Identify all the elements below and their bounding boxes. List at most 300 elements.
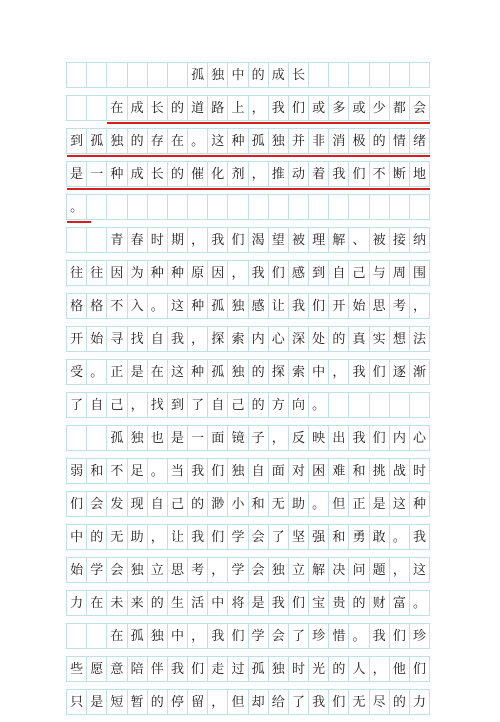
grid-cell: 助 xyxy=(289,491,309,517)
grid-cell: 原 xyxy=(188,260,208,286)
essay-line xyxy=(66,260,430,286)
grid-cell: 或 xyxy=(309,95,329,121)
grid-cell: 们 xyxy=(390,623,410,649)
grid-cell: 宝 xyxy=(309,590,329,616)
grid-cell: 化 xyxy=(208,161,228,187)
grid-cell: 只 xyxy=(67,689,87,715)
grid-cell: 这 xyxy=(168,359,188,385)
grid-cell: 对 xyxy=(289,458,309,484)
grid-cell: 无 xyxy=(269,491,289,517)
grid-cell: 。 xyxy=(390,524,410,550)
grid-cell: 映 xyxy=(309,425,329,451)
grid-cell: ， xyxy=(188,623,208,649)
grid-cell: 一 xyxy=(188,425,208,451)
grid-cell xyxy=(67,623,87,649)
grid-cell: 找 xyxy=(148,392,168,418)
grid-cell: 了 xyxy=(289,623,309,649)
grid-cell: 我 xyxy=(249,260,269,286)
grid-cell: 我 xyxy=(349,425,369,451)
grid-cell: 困 xyxy=(309,458,329,484)
grid-cell: 了 xyxy=(67,392,87,418)
grid-cell: 找 xyxy=(128,326,148,352)
grid-cell xyxy=(329,392,349,418)
essay-line xyxy=(66,458,430,484)
grid-cell: 是 xyxy=(370,491,390,517)
grid-cell: 我 xyxy=(168,326,188,352)
grid-cell: 己 xyxy=(349,260,369,286)
grid-cell: 们 xyxy=(349,161,369,187)
grid-cell: 入 xyxy=(128,293,148,319)
grid-cell: 的 xyxy=(249,62,269,88)
grid-cell: ， xyxy=(128,392,148,418)
grid-cell xyxy=(208,194,228,220)
grid-cell: 的 xyxy=(329,326,349,352)
grid-cell: 是 xyxy=(128,359,148,385)
grid-cell: 消 xyxy=(329,128,349,154)
grid-cell: 力 xyxy=(410,689,430,715)
grid-cell: 这 xyxy=(168,293,188,319)
grid-cell xyxy=(349,392,369,418)
grid-cell xyxy=(309,194,329,220)
grid-cell xyxy=(107,194,127,220)
essay-line xyxy=(66,425,430,451)
grid-cell: 感 xyxy=(289,260,309,286)
grid-cell: 了 xyxy=(269,524,289,550)
grid-cell: 们 xyxy=(329,689,349,715)
grid-cell: 在 xyxy=(168,128,188,154)
grid-cell: 挑 xyxy=(370,458,390,484)
grid-cell: 独 xyxy=(228,293,248,319)
grid-cell: 渺 xyxy=(208,491,228,517)
grid-cell: 的 xyxy=(249,359,269,385)
grid-cell: 们 xyxy=(289,590,309,616)
grid-cell: 自 xyxy=(148,326,168,352)
grid-cell xyxy=(410,392,430,418)
grid-cell: 。 xyxy=(410,590,430,616)
grid-cell: 难 xyxy=(329,458,349,484)
grid-cell: 让 xyxy=(269,293,289,319)
grid-cell: 问 xyxy=(349,557,369,583)
grid-cell: 成 xyxy=(128,95,148,121)
grid-cell: 都 xyxy=(390,95,410,121)
grid-cell: 为 xyxy=(128,260,148,286)
grid-cell: 的 xyxy=(87,524,107,550)
grid-cell: 自 xyxy=(208,392,228,418)
grid-cell: 往 xyxy=(67,260,87,286)
grid-cell xyxy=(329,62,349,88)
grid-cell: 我 xyxy=(349,359,369,385)
grid-cell: 的 xyxy=(128,128,148,154)
grid-cell: 种 xyxy=(410,491,430,517)
grid-cell: 着 xyxy=(309,161,329,187)
grid-cell: 逐 xyxy=(390,359,410,385)
grid-cell: 会 xyxy=(410,95,430,121)
grid-cell: 的 xyxy=(349,590,369,616)
grid-cell: 感 xyxy=(249,293,269,319)
grid-cell xyxy=(390,62,410,88)
grid-cell: 思 xyxy=(168,557,188,583)
grid-cell: 渐 xyxy=(410,359,430,385)
grid-cell: 种 xyxy=(107,161,127,187)
grid-cell: 学 xyxy=(87,557,107,583)
grid-cell: 些 xyxy=(67,656,87,682)
grid-cell: 独 xyxy=(269,656,289,682)
grid-cell xyxy=(67,227,87,253)
grid-cell: 始 xyxy=(349,293,369,319)
grid-cell: 不 xyxy=(107,293,127,319)
grid-cell: 到 xyxy=(309,260,329,286)
grid-cell: 剂 xyxy=(228,161,248,187)
grid-cell: 和 xyxy=(329,524,349,550)
grid-cell: 弱 xyxy=(67,458,87,484)
grid-cell: 们 xyxy=(289,95,309,121)
grid-cell: ， xyxy=(390,557,410,583)
grid-cell: 面 xyxy=(208,425,228,451)
grid-cell: 解 xyxy=(309,557,329,583)
grid-cell: 这 xyxy=(208,128,228,154)
grid-cell xyxy=(67,425,87,451)
grid-cell: 多 xyxy=(329,95,349,121)
grid-cell: 到 xyxy=(168,392,188,418)
grid-cell: 勇 xyxy=(349,524,369,550)
grid-cell: 们 xyxy=(67,491,87,517)
grid-cell: 走 xyxy=(208,656,228,682)
essay-line xyxy=(66,689,430,715)
essay-line xyxy=(66,392,430,418)
essay-line xyxy=(66,227,430,253)
grid-cell: 周 xyxy=(390,260,410,286)
grid-cell xyxy=(107,62,127,88)
grid-cell xyxy=(329,194,349,220)
grid-cell: 了 xyxy=(289,689,309,715)
grid-cell: 子 xyxy=(249,425,269,451)
grid-cell: 中 xyxy=(168,623,188,649)
grid-cell: 会 xyxy=(87,491,107,517)
grid-cell: 和 xyxy=(249,491,269,517)
grid-cell: 动 xyxy=(289,161,309,187)
grid-cell xyxy=(349,194,369,220)
grid-cell: 。 xyxy=(188,128,208,154)
grid-cell: ， xyxy=(249,95,269,121)
grid-cell: 珍 xyxy=(410,623,430,649)
grid-cell: 独 xyxy=(228,359,248,385)
grid-cell: 中 xyxy=(228,62,248,88)
grid-cell: ， xyxy=(329,359,349,385)
grid-cell xyxy=(410,62,430,88)
grid-cell: 种 xyxy=(148,260,168,286)
grid-cell: 珍 xyxy=(309,623,329,649)
grid-cell: 开 xyxy=(67,326,87,352)
grid-cell: 们 xyxy=(228,227,248,253)
grid-cell: 一 xyxy=(87,161,107,187)
grid-cell: 不 xyxy=(370,161,390,187)
grid-cell: 孤 xyxy=(128,623,148,649)
grid-cell: 我 xyxy=(289,293,309,319)
grid-cell: 会 xyxy=(269,623,289,649)
grid-cell: ， xyxy=(188,326,208,352)
grid-cell: 助 xyxy=(128,524,148,550)
grid-cell: 到 xyxy=(67,128,87,154)
grid-cell: 心 xyxy=(269,326,289,352)
grid-cell: 他 xyxy=(390,656,410,682)
grid-cell: 我 xyxy=(168,656,188,682)
essay-line xyxy=(66,557,430,583)
essay-line xyxy=(66,326,430,352)
grid-cell: 种 xyxy=(188,293,208,319)
grid-cell: 我 xyxy=(188,524,208,550)
grid-cell: 战 xyxy=(390,458,410,484)
grid-cell xyxy=(370,62,390,88)
grid-cell: ， xyxy=(188,227,208,253)
grid-cell xyxy=(128,62,148,88)
grid-cell: 青 xyxy=(107,227,127,253)
grid-cell: 意 xyxy=(107,656,127,682)
grid-cell: 时 xyxy=(410,458,430,484)
grid-cell: 法 xyxy=(410,326,430,352)
red-underline xyxy=(107,122,430,124)
essay-title xyxy=(66,62,430,88)
grid-cell: 当 xyxy=(168,458,188,484)
grid-cell: 独 xyxy=(128,557,148,583)
grid-cell: 或 xyxy=(349,95,369,121)
grid-cell: 了 xyxy=(188,392,208,418)
grid-cell: 。 xyxy=(148,458,168,484)
grid-cell: 在 xyxy=(148,359,168,385)
grid-cell: 时 xyxy=(148,227,168,253)
grid-cell: 是 xyxy=(168,425,188,451)
grid-cell xyxy=(148,194,168,220)
grid-cell xyxy=(269,194,289,220)
grid-cell: 我 xyxy=(329,161,349,187)
grid-cell: 自 xyxy=(87,392,107,418)
grid-cell: 与 xyxy=(370,260,390,286)
grid-cell: 立 xyxy=(289,557,309,583)
grid-cell: 我 xyxy=(309,689,329,715)
grid-cell: 学 xyxy=(249,623,269,649)
grid-cell: 坚 xyxy=(289,524,309,550)
grid-cell: 断 xyxy=(390,161,410,187)
grid-cell: 生 xyxy=(168,590,188,616)
grid-cell: 伴 xyxy=(148,656,168,682)
grid-cell: 上 xyxy=(228,95,248,121)
grid-cell: 推 xyxy=(269,161,289,187)
grid-cell: 将 xyxy=(228,590,248,616)
grid-cell: 内 xyxy=(390,425,410,451)
grid-cell: 出 xyxy=(329,425,349,451)
grid-cell: ， xyxy=(269,425,289,451)
grid-cell xyxy=(87,425,107,451)
grid-cell: 的 xyxy=(148,590,168,616)
grid-cell: 孤 xyxy=(249,128,269,154)
grid-cell: 长 xyxy=(148,161,168,187)
grid-cell xyxy=(168,194,188,220)
grid-cell xyxy=(309,62,329,88)
grid-cell: 给 xyxy=(269,689,289,715)
grid-cell: 独 xyxy=(269,128,289,154)
grid-cell: ， xyxy=(249,161,269,187)
grid-cell: 陪 xyxy=(128,656,148,682)
grid-cell: 强 xyxy=(309,524,329,550)
grid-cell xyxy=(87,95,107,121)
red-underline xyxy=(67,188,430,190)
grid-cell: 并 xyxy=(289,128,309,154)
grid-cell: 己 xyxy=(228,392,248,418)
grid-cell xyxy=(390,194,410,220)
grid-cell: 足 xyxy=(128,458,148,484)
essay-line xyxy=(66,128,430,154)
grid-cell xyxy=(148,62,168,88)
grid-cell: 孤 xyxy=(87,128,107,154)
grid-cell: 情 xyxy=(390,128,410,154)
grid-cell: 少 xyxy=(370,95,390,121)
grid-cell: 会 xyxy=(249,557,269,583)
grid-cell xyxy=(87,62,107,88)
grid-cell: 独 xyxy=(148,623,168,649)
grid-cell: 们 xyxy=(208,524,228,550)
grid-cell: 心 xyxy=(410,425,430,451)
grid-cell: 存 xyxy=(148,128,168,154)
grid-cell: 独 xyxy=(128,425,148,451)
grid-cell: 向 xyxy=(289,392,309,418)
grid-cell: 考 xyxy=(390,293,410,319)
grid-cell: 会 xyxy=(107,557,127,583)
grid-cell: 思 xyxy=(370,293,390,319)
grid-cell: 孤 xyxy=(208,293,228,319)
essay-grid-paper xyxy=(66,62,430,722)
grid-cell: 我 xyxy=(269,95,289,121)
grid-cell: 索 xyxy=(228,326,248,352)
grid-cell: 长 xyxy=(148,95,168,121)
grid-cell: 现 xyxy=(128,491,148,517)
grid-cell: 路 xyxy=(208,95,228,121)
grid-cell: 们 xyxy=(269,260,289,286)
grid-cell: 惜 xyxy=(329,623,349,649)
grid-cell: 种 xyxy=(228,128,248,154)
grid-cell xyxy=(67,95,87,121)
grid-cell: 是 xyxy=(249,590,269,616)
grid-cell: 光 xyxy=(309,656,329,682)
grid-cell: 种 xyxy=(168,260,188,286)
grid-cell: 在 xyxy=(87,590,107,616)
grid-cell: 长 xyxy=(289,62,309,88)
essay-line xyxy=(66,359,430,385)
grid-cell: 非 xyxy=(309,128,329,154)
grid-cell: 也 xyxy=(148,425,168,451)
grid-cell: 的 xyxy=(188,491,208,517)
grid-cell: 探 xyxy=(208,326,228,352)
grid-cell: 在 xyxy=(107,95,127,121)
grid-cell xyxy=(188,194,208,220)
essay-line xyxy=(66,161,430,187)
grid-cell: 因 xyxy=(208,260,228,286)
grid-cell: 寻 xyxy=(107,326,127,352)
grid-cell: 的 xyxy=(168,95,188,121)
grid-cell: 们 xyxy=(188,656,208,682)
grid-cell: 无 xyxy=(349,689,369,715)
essay-line xyxy=(66,524,430,550)
grid-cell: 处 xyxy=(309,326,329,352)
grid-cell: 己 xyxy=(168,491,188,517)
grid-cell: 方 xyxy=(269,392,289,418)
grid-cell: 是 xyxy=(67,161,87,187)
grid-cell: 会 xyxy=(249,524,269,550)
grid-cell: 和 xyxy=(87,458,107,484)
grid-cell: ， xyxy=(228,260,248,286)
grid-cell: 。 xyxy=(67,194,87,220)
grid-cell: 期 xyxy=(168,227,188,253)
essay-body xyxy=(66,95,430,722)
grid-cell: 决 xyxy=(329,557,349,583)
grid-cell: 成 xyxy=(269,62,289,88)
grid-cell: 极 xyxy=(349,128,369,154)
grid-cell: 面 xyxy=(269,458,289,484)
grid-cell: 内 xyxy=(249,326,269,352)
grid-cell: ， xyxy=(208,689,228,715)
grid-cell: 的 xyxy=(168,161,188,187)
grid-cell: 学 xyxy=(228,557,248,583)
grid-cell: 独 xyxy=(107,128,127,154)
grid-cell: 们 xyxy=(370,425,390,451)
grid-cell xyxy=(410,194,430,220)
grid-cell: 来 xyxy=(128,590,148,616)
grid-cell: 活 xyxy=(188,590,208,616)
grid-cell xyxy=(87,194,107,220)
grid-cell: 解 xyxy=(329,227,349,253)
red-underline xyxy=(67,221,91,223)
grid-cell: 开 xyxy=(329,293,349,319)
grid-cell: 始 xyxy=(67,557,87,583)
grid-cell: 留 xyxy=(188,689,208,715)
grid-cell: 小 xyxy=(228,491,248,517)
grid-cell: 。 xyxy=(87,359,107,385)
grid-cell: 受 xyxy=(67,359,87,385)
grid-cell: ， xyxy=(208,557,228,583)
grid-cell xyxy=(289,194,309,220)
grid-cell: 这 xyxy=(410,557,430,583)
grid-cell: 们 xyxy=(370,359,390,385)
grid-cell: 题 xyxy=(370,557,390,583)
grid-cell: 道 xyxy=(188,95,208,121)
grid-cell: 格 xyxy=(67,293,87,319)
essay-line xyxy=(66,623,430,649)
grid-cell xyxy=(128,194,148,220)
grid-cell: ， xyxy=(370,656,390,682)
grid-cell: ， xyxy=(148,524,168,550)
grid-cell: 望 xyxy=(269,227,289,253)
grid-cell: 立 xyxy=(148,557,168,583)
grid-cell: 但 xyxy=(228,689,248,715)
grid-cell: 围 xyxy=(410,260,430,286)
grid-cell xyxy=(168,62,188,88)
grid-cell: 我 xyxy=(370,623,390,649)
grid-cell: 我 xyxy=(188,458,208,484)
grid-cell: 愿 xyxy=(87,656,107,682)
grid-cell: 索 xyxy=(289,359,309,385)
grid-cell: 正 xyxy=(349,491,369,517)
grid-cell xyxy=(249,194,269,220)
grid-cell: 接 xyxy=(390,227,410,253)
grid-cell: 格 xyxy=(87,293,107,319)
grid-cell: 尽 xyxy=(370,689,390,715)
grid-cell: 催 xyxy=(188,161,208,187)
grid-cell xyxy=(87,227,107,253)
grid-cell xyxy=(390,392,410,418)
grid-cell: 。 xyxy=(148,293,168,319)
grid-cell: 财 xyxy=(370,590,390,616)
grid-cell: 不 xyxy=(107,458,127,484)
grid-cell: 却 xyxy=(249,689,269,715)
grid-cell xyxy=(87,623,107,649)
